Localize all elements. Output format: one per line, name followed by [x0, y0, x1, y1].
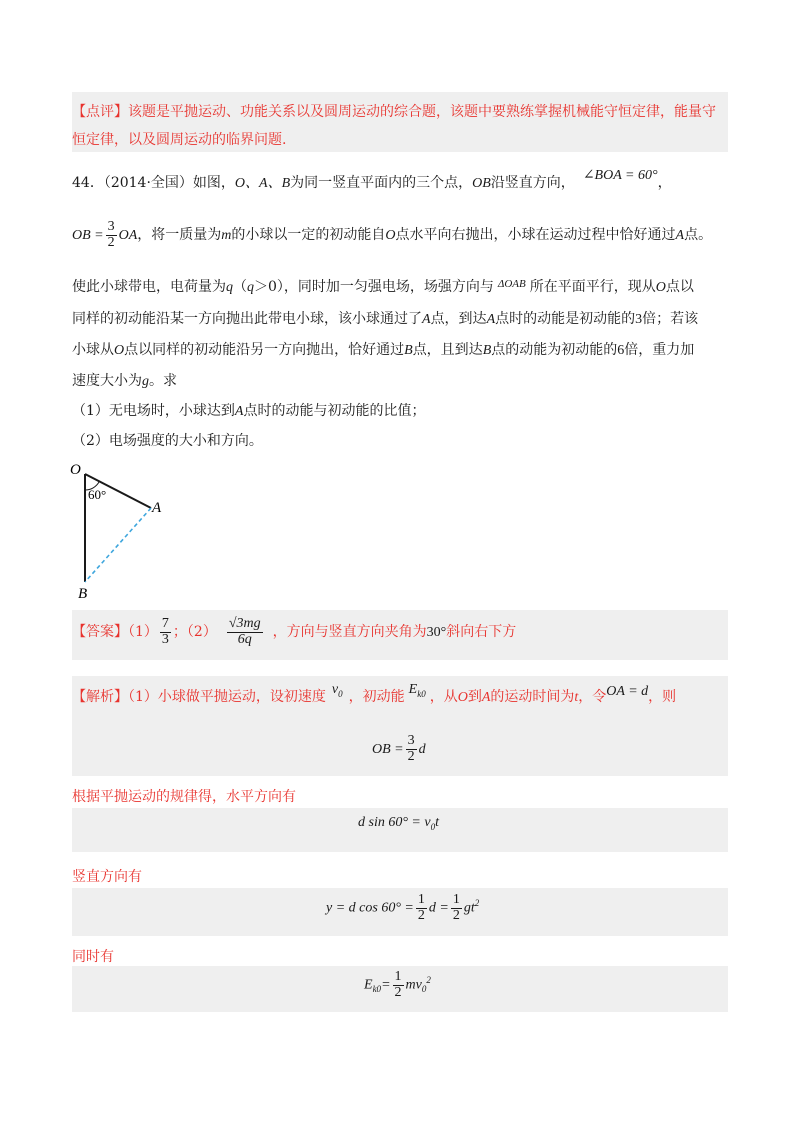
step2-label: 竖直方向有: [72, 869, 142, 885]
question-number: 44．: [72, 175, 104, 191]
analysis-line-1: 【解析】（1）小球做平抛运动，设初速度 $v_0$ ，初动能 $E_{k0}$ ，从O到A的运动时间为t，令OA = d，则: [72, 682, 677, 705]
sub-question-1: （1）无电场时，小球达到A点时的动能与初动能的比值；: [72, 403, 426, 419]
comment-tag: 【点评】: [72, 104, 128, 120]
label-a: A: [152, 500, 162, 516]
analysis-tag: 【解析】: [72, 689, 128, 705]
sub-question-2: （2）电场强度的大小和方向。: [72, 433, 263, 449]
segment-ab-dashed: [85, 508, 151, 582]
angle-expression: ∠BOA = 60°: [582, 168, 658, 183]
answer-fraction-2: $\frac{√3mg}{6q}$: [228, 616, 261, 647]
triangle-figure: [64, 458, 184, 604]
question-line-6: 速度大小为g。求: [72, 373, 177, 389]
label-o: O: [70, 462, 81, 478]
question-source: （2014·全国）: [103, 175, 193, 191]
answer-fraction-1: $\frac{7}{3}$: [161, 616, 169, 647]
step2-equation: y = d cos 60° = $\frac{1}{2}$ d = $\frac{1}{2}$ $gt^2$: [326, 892, 480, 923]
question-line-1: 44．（2014·全国）如图，O、A、B为同一竖直平面内的三个点，OB沿竖直方向， ∠BOA = 60°，: [72, 168, 672, 191]
answer-line: 【答案】（1） $\frac{7}{3}$ ；（2） $\frac{√3mg}{6q}$ ，方向与竖直方向夹角为30°斜向右下方: [72, 616, 517, 647]
step3-label: 同时有: [72, 949, 114, 965]
comment-line-2: 恒定律，以及圆周运动的临界问题.: [72, 132, 287, 148]
answer-tag: 【答案】: [72, 624, 128, 641]
comment-line-1: 【点评】该题是平抛运动、功能关系以及圆周运动的综合题，该题中要熟练掌握机械能守恒定律，能量守: [72, 104, 716, 120]
question-line-4: 同样的初动能沿某一方向抛出此带电小球，该小球通过了A点，到达A点时的动能是初动能的3倍；若该: [72, 311, 699, 327]
label-b: B: [78, 586, 88, 602]
label-angle: 60°: [88, 487, 107, 502]
step1-label: 根据平抛运动的规律得，水平方向有: [72, 789, 296, 805]
step3-equation: $E_{k0}=$ $\frac{1}{2}$ $mv_0^2$: [364, 969, 431, 1000]
question-line-5: 小球从O点以同样的初动能沿另一方向抛出，恰好通过B点，且到达B点的动能为初动能的6倍，重力加: [72, 342, 695, 358]
step1-equation: d $\sin 60^\circ = v_0t$: [358, 815, 439, 832]
analysis-ob-equation: OB = $\frac{3}{2}$ d: [372, 733, 426, 764]
question-line-2: OB = $\frac{3}{2}$ OA，将一质量为m的小球以一定的初动能自O点水平向右抛出，小球在运动过程中恰好通过A点。: [72, 219, 713, 250]
ob-fraction: $\frac{3}{2}$: [107, 219, 115, 250]
question-line-3: 使此小球带电，电荷量为q（q＞0），同时加一匀强电场，场强方向与 $^{\Delta OAB}$ 所在平面平行，现从O点以: [72, 278, 694, 295]
